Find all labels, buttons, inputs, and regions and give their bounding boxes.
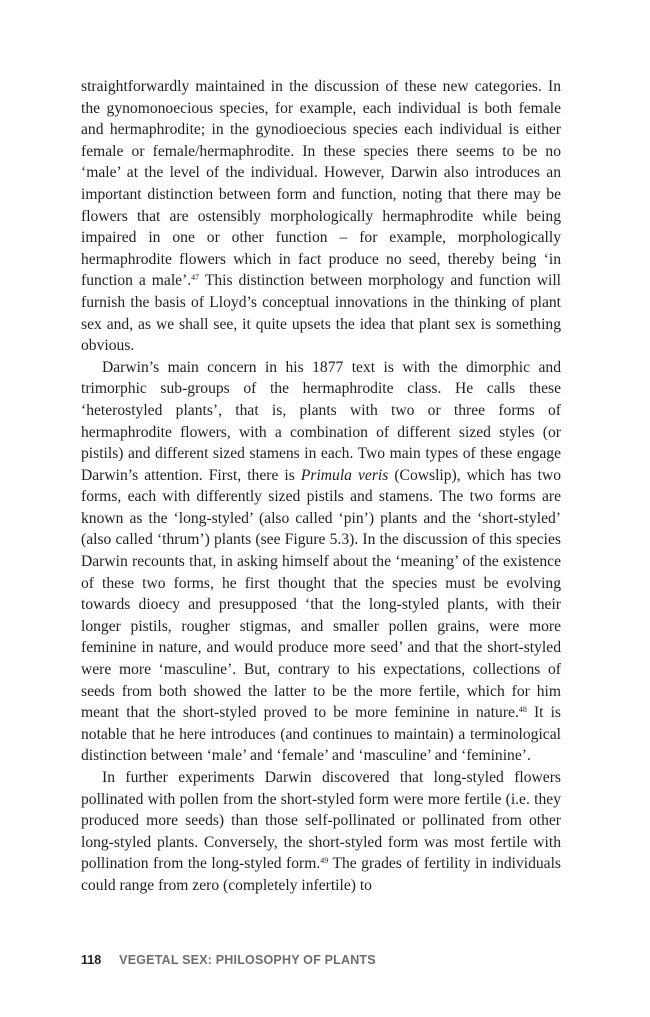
paragraph-1 xyxy=(81,76,561,357)
text-run: The grades of fertility in individuals could range from zero (completely infertile) to xyxy=(81,855,561,894)
species-name-italic: Primula veris xyxy=(300,466,389,484)
text-run: This distinction between morphology and function will furnish the basis of Lloyd’s conceptual innovations in the thinking of plant sex and, as we shall see, it quite upsets the idea that plant sex is something obvious. xyxy=(81,272,561,355)
footnote-marker-49[interactable]: 49 xyxy=(320,856,329,866)
page-number: 118 xyxy=(81,953,102,967)
body-text xyxy=(81,76,561,897)
text-run: Darwin’s main concern in his 1877 text is with the dimorphic and trimorphic sub-groups of the hermaphrodite class. He calls these ‘heterostyled plants’, that is, plants with two or three forms of hermaphrodite flowers, with a combination of different sized styles (or pistils) and different sized stamens in each. Two main types of these engage Darwin’s attention. First, there is xyxy=(81,358,561,484)
text-run: (Cowslip), which has two forms, each with differently sized pistils and stamens. The two forms are known as the ‘long-styled’ (also called ‘pin’) plants and the ‘short-styled’ (also called ‘thrum’) plants (see Figure 5.3). In the discussion of this species Darwin recounts that, in asking himself about the ‘meaning’ of the existence of these two forms, he first thought that the species must be evolving towards dioecy and presupposed ‘that the long-styled plants, with their longer pistils, rougher stigmas, and smaller pollen grains, were more feminine in nature, and would produce more seed’ and that the short-styled were more ‘masculine’. But, contrary to his expectations, collections of seeds from both showed the latter to be the more fertile, which for him meant that the short-styled proved to be more feminine in nature. xyxy=(81,466,562,722)
text-run: straightforwardly maintained in the discussion of these new categories. In the gynomonoecious species, for example, each individual is both female and hermaphrodite; in the gynodioecious species each individual is either female or female/hermaphrodite. In these species there seems to be no ‘male’ at the level of the individual. However, Darwin also introduces an important distinction between form and function, noting that there may be flowers that are ostensibly morphologically hermaphrodite while being impaired in one or other function – for example, morphologically hermaphrodite flowers which in fact produce no seed, thereby being ‘in function a male’. xyxy=(81,78,561,290)
paragraph-3 xyxy=(81,767,561,897)
page-footer xyxy=(81,953,376,967)
text-run: It is notable that he here introduces (and continues to maintain) a terminological distinction between ‘male’ and ‘female’ and ‘masculine’ and ‘feminine’. xyxy=(81,704,562,765)
footnote-marker-47[interactable]: 47 xyxy=(191,273,200,283)
running-head: VEGETAL SEX: PHILOSOPHY OF PLANTS xyxy=(119,953,376,967)
text-run: In further experiments Darwin discovered that long-styled flowers pollinated with pollen from the short-styled form were more fertile (i.e. they produced more seeds) than those self-pollinated or pollinated from other long-styled plants. Conversely, the short-styled form was most fertile with pollination from the long-styled form. xyxy=(81,769,561,873)
paragraph-2 xyxy=(81,357,561,767)
footnote-marker-48[interactable]: 48 xyxy=(518,705,527,715)
